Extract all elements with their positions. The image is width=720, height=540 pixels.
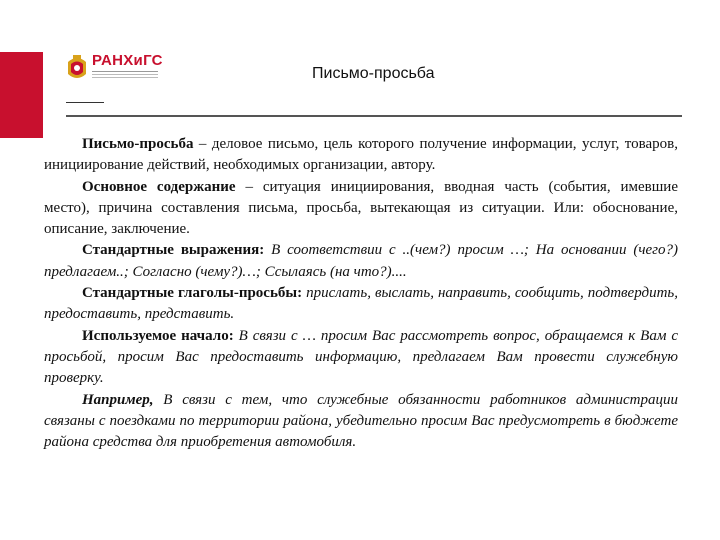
paragraph-text: В связи с … просим Вас рассмотреть вопрос, обращаемся к Вам с просьбой, просим Вас предоставить информацию, предлагаем Вам провести служебную проверку. [44, 327, 679, 387]
emblem-icon [64, 52, 90, 82]
logo-subtitle-lines [92, 69, 162, 78]
paragraph-text: – деловое письмо, цель которого получение информации, услуг, товаров, инициирование действий, необходимых организации, автору. [44, 136, 678, 174]
paragraph-text: прислать, выслать, направить, сообщить, подтвердить, предоставить, представить. [44, 285, 678, 323]
term-label: Основное содержание [82, 178, 236, 195]
paragraph-verbs [44, 283, 678, 326]
ranepa-logo [64, 52, 164, 86]
paragraph-text: – ситуация инициирования, вводная часть (события, имевшие место), причина составления письма, просьба, вытекающая из ситуации. Или: обоснование, описание, заключение. [44, 178, 678, 238]
title-divider [66, 115, 682, 117]
term-label: Используемое начало: [82, 327, 234, 344]
body-text [44, 134, 678, 453]
paragraph-opening [44, 326, 678, 390]
term-label: Письмо-просьба [82, 136, 194, 152]
page-title: Письмо-просьба [312, 65, 435, 82]
paragraph-expressions [44, 240, 678, 283]
paragraph-text: В соответствии с ..(чем?) просим …; На основании (чего?) предлагаем..; Согласно (чему?)…; Ссылаясь (на что?).... [44, 242, 679, 280]
term-label: Например, [82, 391, 154, 408]
red-accent-bar [0, 52, 43, 138]
paragraph-content [44, 177, 678, 241]
paragraph-definition [44, 134, 678, 177]
term-label: Стандартные глаголы-просьбы: [82, 285, 303, 302]
short-divider [66, 102, 104, 103]
term-label: Стандартные выражения: [82, 242, 265, 259]
paragraph-example [44, 390, 678, 454]
paragraph-text: В связи с тем, что служебные обязанности работников администрации связаны с поездками по территории района, убедительно просим Вас предусмотреть в бюджете района средства для приобретения автомобиля. [44, 391, 678, 451]
logo-brand-text: РАНХиГС [92, 52, 163, 69]
